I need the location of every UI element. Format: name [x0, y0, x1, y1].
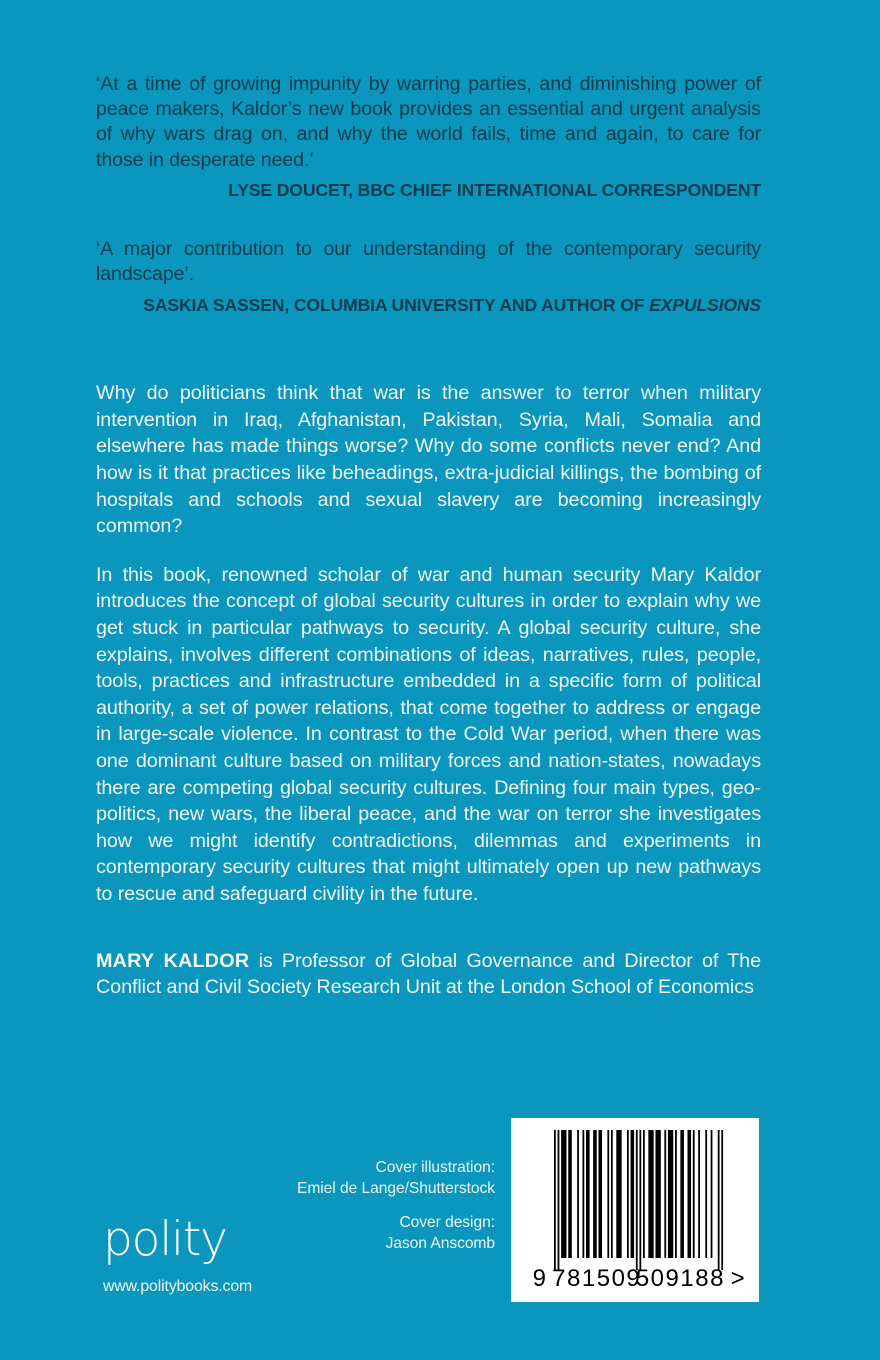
credit-design-label: Cover design: — [399, 1214, 495, 1231]
svg-text:9: 9 — [532, 1265, 548, 1292]
blurb-attribution-prefix: SASKIA SASSEN, COLUMBIA UNIVERSITY AND AUTHOR OF — [143, 295, 650, 316]
credit-illustration — [235, 1158, 495, 1199]
blurb-saskia-sassen — [96, 237, 761, 316]
polity-logo: polity — [103, 1212, 227, 1267]
svg-text:509188: 509188 — [635, 1265, 725, 1292]
cover-footer — [0, 1110, 880, 1360]
blurb-attribution — [96, 294, 761, 316]
credit-design — [235, 1213, 495, 1254]
book-description — [96, 380, 761, 907]
cover-text-column — [96, 0, 761, 1001]
cover-credits — [235, 1158, 495, 1254]
publisher-website[interactable]: www.politybooks.com — [103, 1278, 253, 1295]
author-bio — [96, 948, 761, 1001]
description-paragraph-2: In this book, renowned scholar of war and human security Mary Kaldor introduces the concept of global security cultures in order to explain why we get stuck in particular pathways to security. A global security culture, she explains, involves different combinations of ideas, narratives, rules, people, tools, practices and infrastructure embedded in a specific form of political authority, a set of power relations, that come together to address or engage in large-scale violence. In contrast to the Cold War period, when there was one dominant culture based on military forces and nation-states, nowadays there are competing global security cultures. Defining four main types, geo-politics, new wars, the liberal peace, and the war on terror she investigates how we might identify contradictions, dilemmas and experiments in contemporary security cultures that might ultimately open up new pathways to rescue and safeguard civility in the future. — [96, 563, 761, 905]
blurb-attribution-italic: EXPULSIONS — [649, 295, 761, 316]
blurb-attribution-prefix: LYSE DOUCET, BBC CHIEF INTERNATIONAL CORRESPONDENT — [228, 179, 761, 200]
publisher-block — [103, 1212, 253, 1297]
credit-design-value: Jason Anscomb — [385, 1234, 495, 1252]
svg-text:781509: 781509 — [552, 1265, 642, 1292]
author-bio-text: is Professor of Global Governance and Director of The Conflict and Civil Society Research Unit at the London School of Economics — [96, 949, 761, 999]
svg-text:>: > — [730, 1265, 747, 1292]
barcode-panel — [511, 1118, 759, 1302]
barcode-digits — [533, 1265, 747, 1292]
credit-illustration-label: Cover illustration: — [375, 1159, 495, 1176]
description-paragraph-1: Why do politicians think that war is the answer to terror when military intervention in Iraq, Afghanistan, Pakistan, Syria, Mali, Somalia and elsewhere has made things worse? Why do some conflicts never end? And how is it that practices like beheadings, extra-judicial killings, the bombing of hospitals and schools and sexual slavery are becoming increasingly common? — [96, 382, 761, 538]
blurb-lyse-doucet — [96, 72, 761, 201]
author-name: MARY KALDOR — [96, 949, 250, 972]
barcode-ean13 — [511, 1118, 759, 1302]
blurb-quote-text: ‘At a time of growing impunity by warring parties, and diminishing power of peace makers, Kaldor’s new book provides an essential and urgent analysis of why wars drag on, and why the world fails, time and again, to care for those in desperate need.’ — [96, 73, 761, 171]
blurb-quote-text: ‘A major contribution to our understanding of the contemporary security landscape’. — [96, 237, 761, 286]
credit-illustration-value: Emiel de Lange/Shutterstock — [296, 1179, 495, 1197]
blurb-attribution — [96, 179, 761, 201]
